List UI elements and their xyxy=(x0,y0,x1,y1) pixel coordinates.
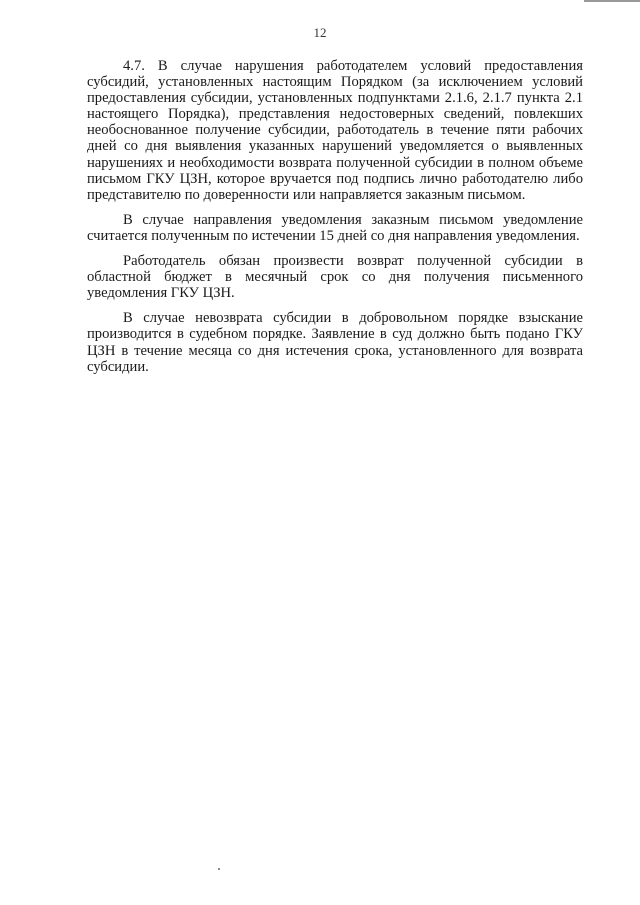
document-body xyxy=(87,58,583,384)
paragraph-4-7: 4.7. В случае нарушения работодателем условий предоставления субсидий, установленных настоящим Порядком (за исключением условий предоставления субсидии, установленных подпунктами 2.1.6, 2.1.7 пункта 2.1 настоящего Порядка), представления недостоверных сведений, повлекших необоснованное получение субсидии, работодатель в течение пяти рабочих дней со дня выявления указанных нарушений уведомляется о выявленных нарушениях и необходимости возврата полученной субсидии в полном объеме письмом ГКУ ЦЗН, которое вручается под подпись лично работодателю либо представителю по доверенности или направляется заказным письмом. xyxy=(87,58,583,203)
scan-speck xyxy=(218,868,220,870)
paragraph-notice-by-mail: В случае направления уведомления заказным письмом уведомление считается полученным по истечении 15 дней со дня направления уведомления. xyxy=(87,211,583,244)
paragraph-refund-obligation: Работодатель обязан произвести возврат полученной субсидии в областной бюджет в месячный срок со дня получения письменного уведомления ГКУ ЦЗН. xyxy=(87,253,583,302)
scan-edge-mark xyxy=(584,0,640,2)
paragraph-court-recovery: В случае невозврата субсидии в добровольном порядке взыскание производится в судебном порядке. Заявление в суд должно быть подано ГКУ ЦЗН в течение месяца со дня истечения срока, установленного для возврата субсидии. xyxy=(87,310,583,375)
page-number: 12 xyxy=(313,25,327,40)
